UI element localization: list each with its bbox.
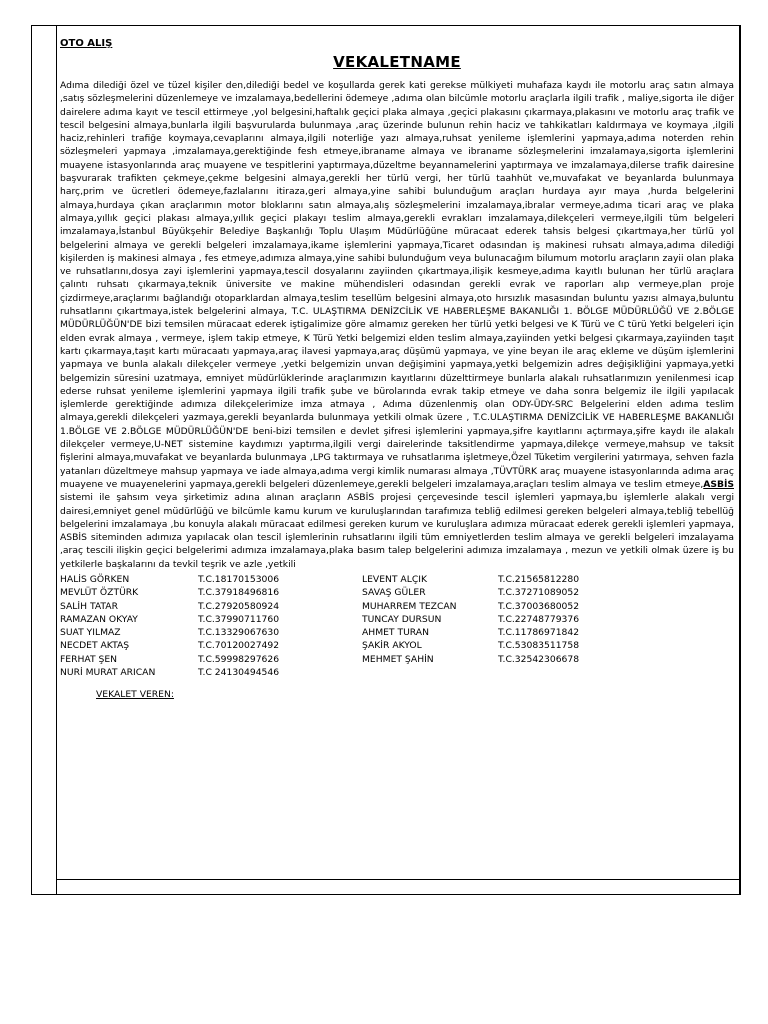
person-tc: T.C.37271089052: [498, 587, 580, 599]
body-text-part-1: Adıma dilediği özel ve tüzel kişiler den,dilediği bedel ve koşullarda gerek kati gerekse mülkiyeti muhafaza kaydı ile motorlu araç satın almaya ,satış sözleşmelerini düzenlemeye ve imzalamaya,bedellerini ödemeye ,adıma olan bilcümle motorlu araçlarla ilgili trafik , maliye,sigorta ile diğer dairelere adıma kayıt ve tescil ettirmeye ,yol belgesini,haftalık geçici plaka almaya ,geçici plakasını çıkarmaya,plakasını ve motorlu araç trafik ve tescil belgesini almaya,bunlarla ilgili başvurularda bulunmaya ,araç üzerinde bulunun rehin haciz ve tahkikatları kaldırmaya ve koymaya ,ilgili haciz,rehinleri trafiğe koymaya,cevaplarını almaya,ilgili noterliğe yazı almaya,ruhsat yenileme işlemlerini yapmaya,adıma noterden rehin sözleşmeleri yapmaya ,imzalamaya,gerektiğinde fesh etmeye,ibraname almaya ve ibraname sözleşmelerini imzalamaya,sigorta işlemlerini muayene istasyonlarında araç muayene ve tespitlerini yaptırmaya,düzeltme beyannamelerini yaptırmaya ve imzalamaya,dilerse trafik dairesine başvurarak trafikten çekmeye,çekme belgesini almaya,gerekli her türlü vergi, her türlü taahhüt ve,muvafakat ve beyanlarda bulunmaya harç,prim ve ücretleri ödemeye,fazlalarını itiraza,geri almaya,yine sahibi bulunduğum araçları hurdaya ayır maya ,hurda belgelerini almaya,hurdaya çıkan araçlarımın motor bloklarını satın almaya,alış sözleşmelerini imzalamaya,ibralar vermeye,adıma ticari araç ve plaka almaya,yıllık geçici plakası almaya,yıllık geçici plakayı teslim almaya,gerekli evrakları imzalamaya,dilekçeleri vermeye,ilgili tüm belgeleri imzalamaya,İstanbul Büyükşehir Belediye Başkanlığı Toplu Ulaşım Müdürlüğüne müracaat ederek tahsis belgesi çıkartmaya,her türlü yol belgelerini almaya ve gerekli belgeleri imzalamaya,ikame işlemlerini yapmaya,Ticaret odasından iş makinesi ruhsatı almaya,adıma dilediği kişilerden iş makinesi almaya , fes etmeye,adımıza almaya,yine sahibi bulunduğum veya bulunacağım bilumum motorlu araçların zayii olan plaka ve ruhsatlarını,dosya zayi işlemlerini yapmaya,tescil dosyalarını zayiinden çıkartmaya,ilişik kesmeye,adıma kayıtlı bulunan her türlü araçlara çalıntı ruhsatı çıkarmaya,teknik üniversite ve makine mühendisleri odasından gerekli evrak ve raporları alıp vermeye,plan proje çizdirmeye,araçlarımı bağlandığı otoparklardan almaya,teslim tesellüm belgesini almaya,oto hırsızlık masasından buluntu yazısı almaya,buluntu ruhsatlarını çıkartmaya,istek belgelerini almaya, T.C. ULAŞTIRMA DENİZCİLİK VE HABERLEŞME BAKANLIĞI 1. BÖLGE MÜDÜRLÜĞÜ VE 2.BÖLGE MÜDÜRLÜĞÜN'DE bizi temsilen müracaat ederek iştigalimize göre almamız gereken her türlü yetki belgesi ve K Türü ve C türü Yetki belgeleri için elden evrak almaya , vermeye, işlem takip etmeye, K Türü Yetki belgemizi elden teslim almaya,zayiinden yetki belgesi çıkarmaya,zayiinden taşıt kartı çıkarmaya,taşıt kartı müracaatı yapmaya,araç ilavesi yapmaya,araç düşümü yapmaya, ve yine beyan ile araç ekleme ve düşüm işlemlerini yapmaya ve bunla alakalı dilekçeler vermeye ,yetki belgemizin unvan değişimini yapmaya,yetki belgemizin adres değişikliğini yapmaya,yetki belgemizin süresini uzatmaya, emniyet müdürlüklerinde araçlarımızın kayıtlarını düzelttirmeye bunlarla alakalı ruhsatlarımızın yenilenmesi icap ederse ruhsat yenileme işlemlerini yapmaya ilgili trafik şube ve bürolarında evrak takip etmeye ve daha sonra belgemiz ile ilgili yapılacak işlemlerde gerektiğinde adımıza dilekçelerimize imza atmaya , Adıma düzenlenmiş olan ODY-ÜDY-SRC Belgelerini elden adıma teslim almaya,gerekli dilekçeleri yazmaya,gerekli beyanlarda bulunmaya yetkili olmak üzere , T.C.ULAŞTIRMA DENİZCİLİK VE HABERLEŞME BAKANLIĞI 1.BÖLGE VE 2.BÖLGE MÜDÜRLÜĞÜN'DE beni-bizi temsilen e devlet şifresi işlemlerini yapmaya,şifre kayıtlarını açtırmaya,şifre kaydı ile alakalı dilekçeler vermeye,U-NET sistemine kaydımızı yaptırma,ilgili vergi dairelerinde taksitlendirme yapmaya,dilekçe vermeye,mahsup ve taksit fişlerini almaya,muvafakat ve beyanlarda bulunmaya ,LPG taktırmaya ve ruhsatlarıma işletmeye,Özel Tüketim vergilerini yatırmaya, sehven fazla yatanları düzeltmeye mahsup yapmaya ve iade almaya,adıma vergi kimlik numarası almaya ,TÜVTÜRK araç muayene istasyonlarında adıma araç muayene ve muayenelerini yapmaya,gerekli belgeleri düzenlemeye,gerekli belgeleri imzalamaya,araçları teslim almaya ve teslim etmeye,: [60, 80, 734, 490]
authorized-persons-list: [60, 573, 734, 679]
person-name: MEHMET ŞAHİN: [362, 653, 434, 665]
person-tc: T.C.22748779376: [498, 613, 580, 625]
person-tc: T.C.70120027492: [198, 640, 280, 652]
person-tc: T.C.37990711760: [198, 613, 280, 625]
person-name: MUHARREM TEZCAN: [362, 600, 457, 612]
person-name: [362, 666, 498, 679]
person-row: [60, 653, 734, 666]
person-row: [60, 573, 734, 586]
person-name: HALİS GÖRKEN: [60, 573, 130, 585]
person-name: SUAT YILMAZ: [60, 627, 121, 639]
person-tc: T.C.37918496816: [198, 587, 280, 599]
person-name: MEVLÜT ÖZTÜRK: [60, 587, 139, 599]
document-title: VEKALETNAME: [333, 53, 461, 71]
person-tc: T.C.59998297626: [198, 653, 280, 665]
person-name: LEVENT ALÇIK: [362, 573, 427, 585]
person-tc: T.C 24130494546: [198, 667, 280, 679]
company-name: OTO ALIŞ: [60, 38, 113, 49]
power-of-attorney-text: [60, 79, 734, 571]
person-tc: T.C.32542306678: [498, 653, 580, 665]
person-tc: T.C.27920580924: [198, 600, 280, 612]
person-row: [60, 600, 734, 613]
person-row: [60, 626, 734, 639]
asbis-highlight: ASBİS: [703, 478, 734, 490]
person-tc: T.C.53083511758: [498, 640, 580, 652]
person-tc: T.C.18170153006: [198, 573, 280, 585]
person-name: SALİH TATAR: [60, 600, 118, 612]
person-name: SAVAŞ GÜLER: [362, 587, 426, 599]
person-name: ŞAKİR AKYOL: [362, 640, 422, 652]
person-row: [60, 666, 734, 679]
document-content: [60, 38, 734, 700]
vekalet-veren-label: VEKALET VEREN:: [96, 689, 174, 701]
person-name: RAMAZAN OKYAY: [60, 613, 138, 625]
person-tc: T.C.11786971842: [498, 627, 580, 639]
person-row: [60, 613, 734, 626]
person-name: FERHAT ŞEN: [60, 653, 117, 665]
person-row: [60, 639, 734, 652]
person-tc: T.C.13329067630: [198, 627, 280, 639]
body-text-part-2: sistemi ile şahsım veya şirketimiz adına alınan araçların ASBİS projesi çerçevesinde tescil işlemleri yapmaya,bu işlemlerle alakalı vergi dairesi,emniyet genel müdürlüğü ve bilcümle kamu kurum ve kuruluşlarından tarafımıza tebliğ edilmesi gereken belgeleri almaya,tebliğ tebellüğ belgelerini imzalamaya ,bu konuyla alakalı müracaat edilmesi gereken kurum ve kuruluşlara adımıza müracaat ederek gerekli işlemleri yapmaya, ASBİS siteminden adımıza yapılacak olan tescil işlemlerinin ruhsatlarını ilgili tüm emniyetlerden teslim almaya ve gerekli belgeleri imzalayama ,araç tescili ilişkin geçici belgelerimi adımıza imzalamaya,plaka basım talep belgelerini adımıza imzalamaya , mezun ve yetkili olmak üzere iş bu yetkilerle başkalarını da tevkil teşrik ve azle ,yetkili: [60, 492, 734, 570]
person-tc: T.C.37003680052: [498, 600, 580, 612]
person-name: NURİ MURAT ARICAN: [60, 667, 156, 679]
person-tc: T.C.21565812280: [498, 573, 580, 585]
document-bottom-cell: [56, 880, 740, 894]
person-name: NECDET AKTAŞ: [60, 640, 130, 652]
person-name: TUNCAY DURSUN: [362, 613, 442, 625]
person-row: [60, 586, 734, 599]
person-name: AHMET TURAN: [362, 627, 429, 639]
